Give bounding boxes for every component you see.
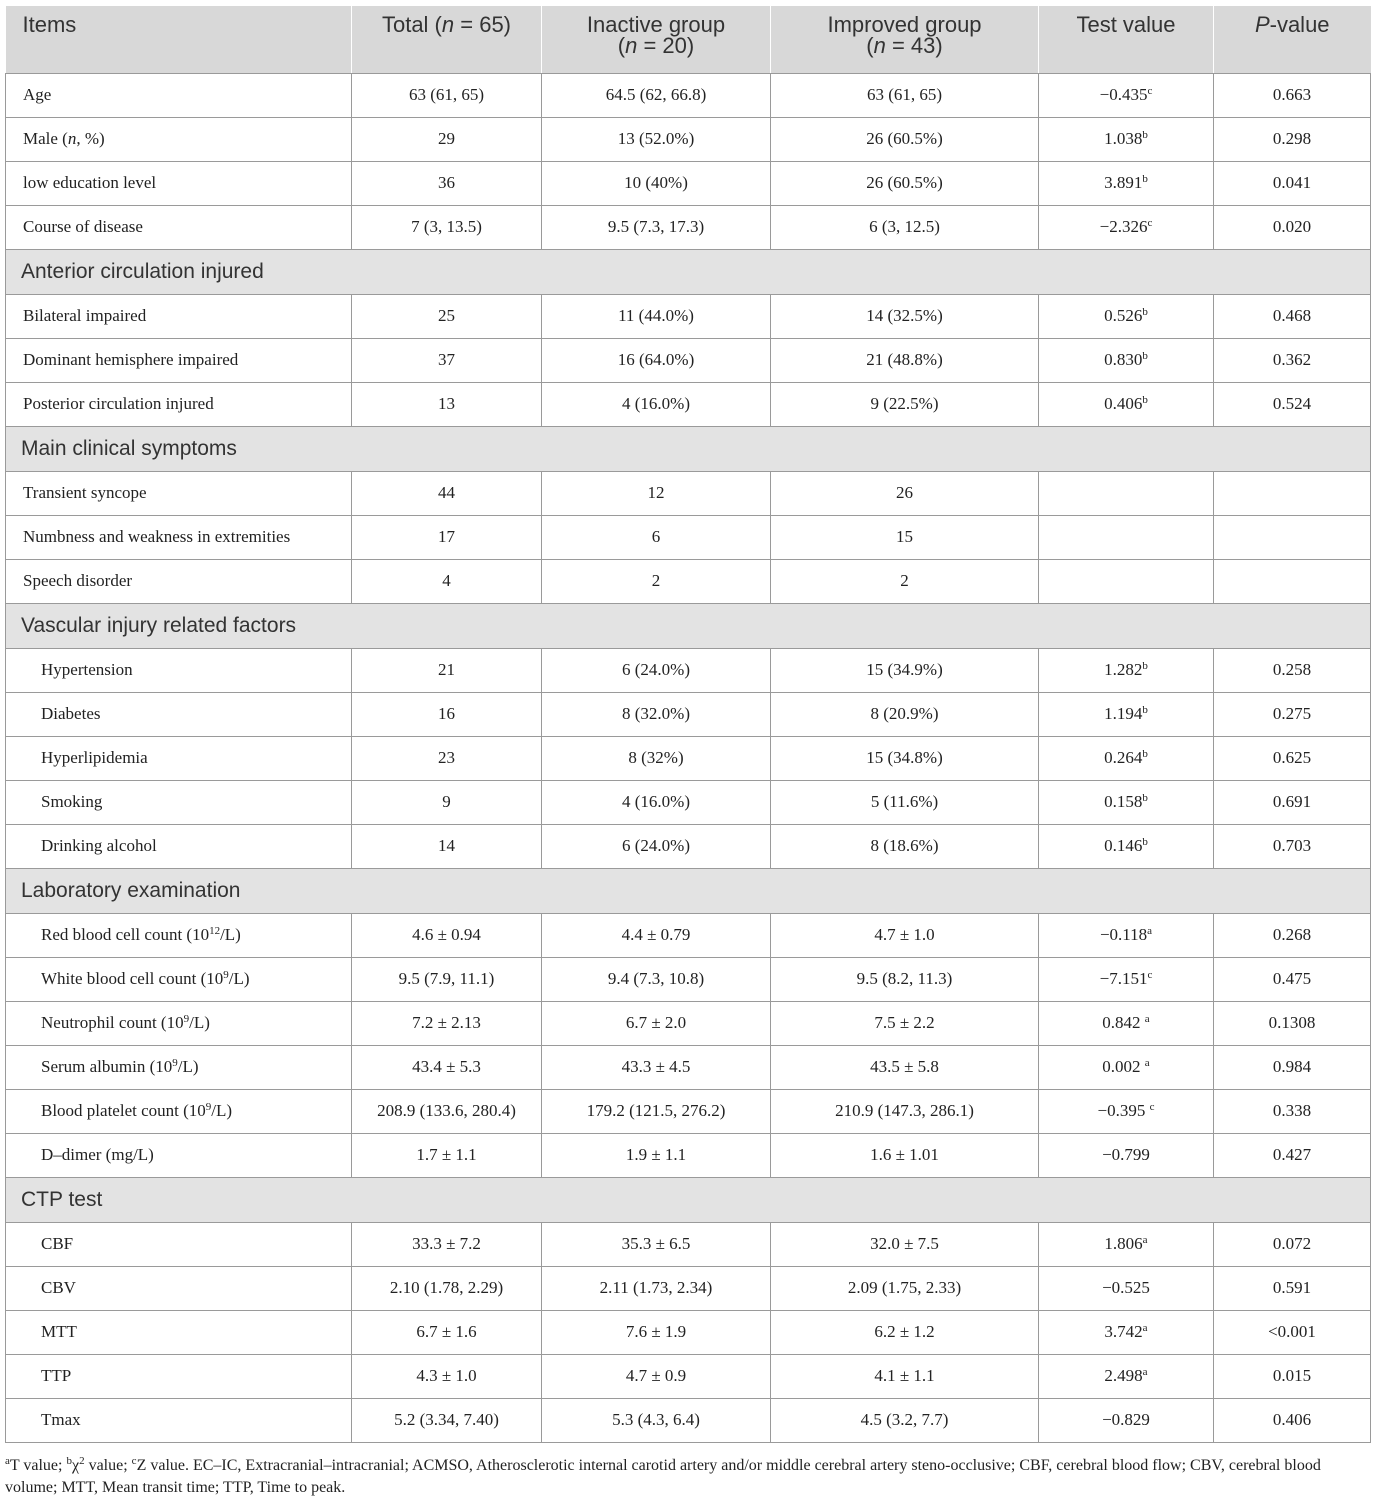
- row-inactive-value: 12: [542, 471, 771, 515]
- row-p-value: 0.984: [1214, 1045, 1371, 1089]
- row-test-value: 0.158$^b$: [1039, 780, 1214, 824]
- row-total-value: 21: [352, 648, 542, 692]
- section-label: Vascular injury related factors: [6, 603, 1371, 648]
- row-inactive-value: 4.4 ± 0.79: [542, 913, 771, 957]
- section-label: CTP test: [6, 1177, 1371, 1222]
- row-total-value: 6.7 ± 1.6: [352, 1310, 542, 1354]
- row-test-value: 0.526$^b$: [1039, 294, 1214, 338]
- row-improved-value: 8 (18.6%): [771, 824, 1039, 868]
- row-test-value: −0.799: [1039, 1133, 1214, 1177]
- row-total-value: 29: [352, 117, 542, 161]
- table-row: [6, 205, 1371, 249]
- row-test-value: −0.395 $^c$: [1039, 1089, 1214, 1133]
- table-row: [6, 117, 1371, 161]
- row-p-value: 0.406: [1214, 1398, 1371, 1442]
- row-item-label: Dominant hemisphere impaired: [6, 338, 352, 382]
- row-improved-value: 15 (34.9%): [771, 648, 1039, 692]
- row-inactive-value: 8 (32%): [542, 736, 771, 780]
- row-p-value: 0.475: [1214, 957, 1371, 1001]
- header-test-value: Test value: [1039, 6, 1214, 73]
- section-label: Anterior circulation injured: [6, 249, 1371, 294]
- row-inactive-value: 4 (16.0%): [542, 780, 771, 824]
- row-inactive-value: 8 (32.0%): [542, 692, 771, 736]
- table-row: [6, 957, 1371, 1001]
- section-header-row: [6, 868, 1371, 913]
- table-footnote: $^a$T value; $^b\chi^2$ value; $^c$Z value. EC–IC, Extracranial–intracranial; ACMSO, Atherosclerotic internal carotid artery and/or middle cerebral artery steno-occlusive; CBF, cerebral blood flow; CBV, cerebral blood volume; MTT, Mean transit time; TTP, Time to peak.: [5, 1455, 1321, 1496]
- row-p-value: 0.468: [1214, 294, 1371, 338]
- row-test-value: 0.264$^b$: [1039, 736, 1214, 780]
- table-row: [6, 1001, 1371, 1045]
- row-inactive-value: 9.5 (7.3, 17.3): [542, 205, 771, 249]
- row-test-value: 1.194$^b$: [1039, 692, 1214, 736]
- row-test-value: 0.842 $^a$: [1039, 1001, 1214, 1045]
- table-row: [6, 1089, 1371, 1133]
- row-inactive-value: 6.7 ± 2.0: [542, 1001, 771, 1045]
- row-p-value: 0.338: [1214, 1089, 1371, 1133]
- header-p-value: P-value: [1214, 6, 1371, 73]
- row-p-value: <0.001: [1214, 1310, 1371, 1354]
- row-p-value: 0.1308: [1214, 1001, 1371, 1045]
- row-total-value: 23: [352, 736, 542, 780]
- row-total-value: 36: [352, 161, 542, 205]
- table-row: [6, 161, 1371, 205]
- row-test-value: 3.742$^a$: [1039, 1310, 1214, 1354]
- row-total-value: 44: [352, 471, 542, 515]
- row-test-value: 1.806$^a$: [1039, 1222, 1214, 1266]
- row-total-value: 1.7 ± 1.1: [352, 1133, 542, 1177]
- row-item-label: Tmax: [6, 1398, 352, 1442]
- row-test-value: −2.326$^c$: [1039, 205, 1214, 249]
- row-improved-value: 14 (32.5%): [771, 294, 1039, 338]
- row-inactive-value: 16 (64.0%): [542, 338, 771, 382]
- table-row: [6, 1398, 1371, 1442]
- row-p-value: 0.591: [1214, 1266, 1371, 1310]
- section-header-row: [6, 426, 1371, 471]
- row-inactive-value: 11 (44.0%): [542, 294, 771, 338]
- baseline-characteristics-table: [5, 6, 1371, 1443]
- row-item-label: Diabetes: [6, 692, 352, 736]
- row-test-value: [1039, 515, 1214, 559]
- row-test-value: 1.282$^b$: [1039, 648, 1214, 692]
- row-test-value: 1.038$^b$: [1039, 117, 1214, 161]
- row-improved-value: 32.0 ± 7.5: [771, 1222, 1039, 1266]
- table-row: [6, 1133, 1371, 1177]
- row-test-value: 3.891$^b$: [1039, 161, 1214, 205]
- row-item-label: Hypertension: [6, 648, 352, 692]
- section-header-row: [6, 249, 1371, 294]
- row-inactive-value: 9.4 (7.3, 10.8): [542, 957, 771, 1001]
- row-p-value: 0.691: [1214, 780, 1371, 824]
- row-p-value: 0.362: [1214, 338, 1371, 382]
- row-p-value: 0.298: [1214, 117, 1371, 161]
- table-row: [6, 648, 1371, 692]
- row-improved-value: 26: [771, 471, 1039, 515]
- table-row: [6, 1310, 1371, 1354]
- table-row: [6, 515, 1371, 559]
- row-item-label: Hyperlipidemia: [6, 736, 352, 780]
- row-p-value: 0.427: [1214, 1133, 1371, 1177]
- row-test-value: 0.406$^b$: [1039, 382, 1214, 426]
- row-p-value: [1214, 559, 1371, 603]
- table-row: [6, 559, 1371, 603]
- row-inactive-value: 13 (52.0%): [542, 117, 771, 161]
- row-item-label: Posterior circulation injured: [6, 382, 352, 426]
- table-row: [6, 294, 1371, 338]
- row-item-label: Blood platelet count $(10^9/L)$: [6, 1089, 352, 1133]
- table-row: [6, 471, 1371, 515]
- row-inactive-value: 179.2 (121.5, 276.2): [542, 1089, 771, 1133]
- row-item-label: Male (n, %): [6, 117, 352, 161]
- row-test-value: 0.002 $^a$: [1039, 1045, 1214, 1089]
- row-p-value: 0.020: [1214, 205, 1371, 249]
- row-inactive-value: 6: [542, 515, 771, 559]
- row-test-value: −0.435$^c$: [1039, 73, 1214, 117]
- row-total-value: 4.6 ± 0.94: [352, 913, 542, 957]
- row-p-value: 0.258: [1214, 648, 1371, 692]
- row-p-value: 0.703: [1214, 824, 1371, 868]
- row-inactive-value: 5.3 (4.3, 6.4): [542, 1398, 771, 1442]
- row-improved-value: 15 (34.8%): [771, 736, 1039, 780]
- row-total-value: 37: [352, 338, 542, 382]
- row-total-value: 4.3 ± 1.0: [352, 1354, 542, 1398]
- row-total-value: 208.9 (133.6, 280.4): [352, 1089, 542, 1133]
- row-item-label: Course of disease: [6, 205, 352, 249]
- row-item-label: White blood cell count $(10^9/L)$: [6, 957, 352, 1001]
- row-test-value: [1039, 559, 1214, 603]
- row-improved-value: 6 (3, 12.5): [771, 205, 1039, 249]
- table-row: [6, 824, 1371, 868]
- row-total-value: 33.3 ± 7.2: [352, 1222, 542, 1266]
- row-item-label: Drinking alcohol: [6, 824, 352, 868]
- header-inactive-group: Inactive group (n = 20): [542, 6, 771, 73]
- row-p-value: 0.275: [1214, 692, 1371, 736]
- row-item-label: D–dimer (mg/L): [6, 1133, 352, 1177]
- row-inactive-value: 2.11 (1.73, 2.34): [542, 1266, 771, 1310]
- row-p-value: [1214, 471, 1371, 515]
- row-inactive-value: 6 (24.0%): [542, 824, 771, 868]
- table-row: [6, 1222, 1371, 1266]
- table-container: [5, 6, 1370, 1443]
- row-total-value: 17: [352, 515, 542, 559]
- header-items: Items: [6, 6, 352, 73]
- row-p-value: 0.524: [1214, 382, 1371, 426]
- row-improved-value: 26 (60.5%): [771, 117, 1039, 161]
- row-test-value: 0.146$^b$: [1039, 824, 1214, 868]
- row-item-label: CBF: [6, 1222, 352, 1266]
- row-improved-value: 2.09 (1.75, 2.33): [771, 1266, 1039, 1310]
- row-improved-value: 26 (60.5%): [771, 161, 1039, 205]
- header-improved-group: Improved group (n = 43): [771, 6, 1039, 73]
- table-row: [6, 1354, 1371, 1398]
- row-total-value: 9: [352, 780, 542, 824]
- table-row: [6, 692, 1371, 736]
- row-total-value: 7.2 ± 2.13: [352, 1001, 542, 1045]
- row-improved-value: 21 (48.8%): [771, 338, 1039, 382]
- row-total-value: 5.2 (3.34, 7.40): [352, 1398, 542, 1442]
- row-item-label: Transient syncope: [6, 471, 352, 515]
- table-row: [6, 1266, 1371, 1310]
- row-improved-value: 1.6 ± 1.01: [771, 1133, 1039, 1177]
- row-total-value: 13: [352, 382, 542, 426]
- row-test-value: 0.830$^b$: [1039, 338, 1214, 382]
- row-improved-value: 9 (22.5%): [771, 382, 1039, 426]
- row-improved-value: 43.5 ± 5.8: [771, 1045, 1039, 1089]
- row-improved-value: 210.9 (147.3, 286.1): [771, 1089, 1039, 1133]
- row-inactive-value: 10 (40%): [542, 161, 771, 205]
- section-label: Laboratory examination: [6, 868, 1371, 913]
- table-header-row: [6, 6, 1371, 73]
- row-inactive-value: 1.9 ± 1.1: [542, 1133, 771, 1177]
- row-total-value: 2.10 (1.78, 2.29): [352, 1266, 542, 1310]
- row-total-value: 16: [352, 692, 542, 736]
- row-inactive-value: 2: [542, 559, 771, 603]
- row-test-value: −0.829: [1039, 1398, 1214, 1442]
- row-total-value: 7 (3, 13.5): [352, 205, 542, 249]
- row-total-value: 25: [352, 294, 542, 338]
- row-total-value: 9.5 (7.9, 11.1): [352, 957, 542, 1001]
- row-total-value: 63 (61, 65): [352, 73, 542, 117]
- row-test-value: −7.151$^c$: [1039, 957, 1214, 1001]
- row-item-label: Serum albumin $(10^9/L)$: [6, 1045, 352, 1089]
- row-item-label: MTT: [6, 1310, 352, 1354]
- row-inactive-value: 6 (24.0%): [542, 648, 771, 692]
- section-header-row: [6, 603, 1371, 648]
- row-improved-value: 4.1 ± 1.1: [771, 1354, 1039, 1398]
- row-improved-value: 63 (61, 65): [771, 73, 1039, 117]
- row-item-label: Numbness and weakness in extremities: [6, 515, 352, 559]
- table-row: [6, 1045, 1371, 1089]
- row-p-value: 0.015: [1214, 1354, 1371, 1398]
- row-p-value: [1214, 515, 1371, 559]
- table-row: [6, 382, 1371, 426]
- row-improved-value: 6.2 ± 1.2: [771, 1310, 1039, 1354]
- row-item-label: Smoking: [6, 780, 352, 824]
- row-inactive-value: 4 (16.0%): [542, 382, 771, 426]
- row-improved-value: 8 (20.9%): [771, 692, 1039, 736]
- row-item-label: Bilateral impaired: [6, 294, 352, 338]
- row-improved-value: 15: [771, 515, 1039, 559]
- row-item-label: CBV: [6, 1266, 352, 1310]
- row-p-value: 0.268: [1214, 913, 1371, 957]
- row-inactive-value: 64.5 (62, 66.8): [542, 73, 771, 117]
- row-p-value: 0.625: [1214, 736, 1371, 780]
- row-total-value: 14: [352, 824, 542, 868]
- row-p-value: 0.041: [1214, 161, 1371, 205]
- table-row: [6, 780, 1371, 824]
- row-inactive-value: 35.3 ± 6.5: [542, 1222, 771, 1266]
- row-improved-value: 4.7 ± 1.0: [771, 913, 1039, 957]
- table-row: [6, 913, 1371, 957]
- row-test-value: −0.525: [1039, 1266, 1214, 1310]
- section-header-row: [6, 1177, 1371, 1222]
- row-item-label: low education level: [6, 161, 352, 205]
- row-p-value: 0.072: [1214, 1222, 1371, 1266]
- row-item-label: TTP: [6, 1354, 352, 1398]
- row-test-value: 2.498$^a$: [1039, 1354, 1214, 1398]
- header-total: Total (n = 65): [352, 6, 542, 73]
- row-test-value: −0.118$^a$: [1039, 913, 1214, 957]
- row-item-label: Speech disorder: [6, 559, 352, 603]
- row-item-label: Age: [6, 73, 352, 117]
- row-improved-value: 7.5 ± 2.2: [771, 1001, 1039, 1045]
- table-row: [6, 736, 1371, 780]
- row-improved-value: 9.5 (8.2, 11.3): [771, 957, 1039, 1001]
- row-improved-value: 2: [771, 559, 1039, 603]
- row-total-value: 43.4 ± 5.3: [352, 1045, 542, 1089]
- row-item-label: Neutrophil count $(10^9/L)$: [6, 1001, 352, 1045]
- row-improved-value: 4.5 (3.2, 7.7): [771, 1398, 1039, 1442]
- table-row: [6, 338, 1371, 382]
- row-p-value: 0.663: [1214, 73, 1371, 117]
- row-test-value: [1039, 471, 1214, 515]
- row-item-label: Red blood cell count $(10^{12}/L)$: [6, 913, 352, 957]
- row-total-value: 4: [352, 559, 542, 603]
- section-label: Main clinical symptoms: [6, 426, 1371, 471]
- row-inactive-value: 7.6 ± 1.9: [542, 1310, 771, 1354]
- table-body: [6, 73, 1371, 1442]
- table-row: [6, 73, 1371, 117]
- row-inactive-value: 4.7 ± 0.9: [542, 1354, 771, 1398]
- row-inactive-value: 43.3 ± 4.5: [542, 1045, 771, 1089]
- row-improved-value: 5 (11.6%): [771, 780, 1039, 824]
